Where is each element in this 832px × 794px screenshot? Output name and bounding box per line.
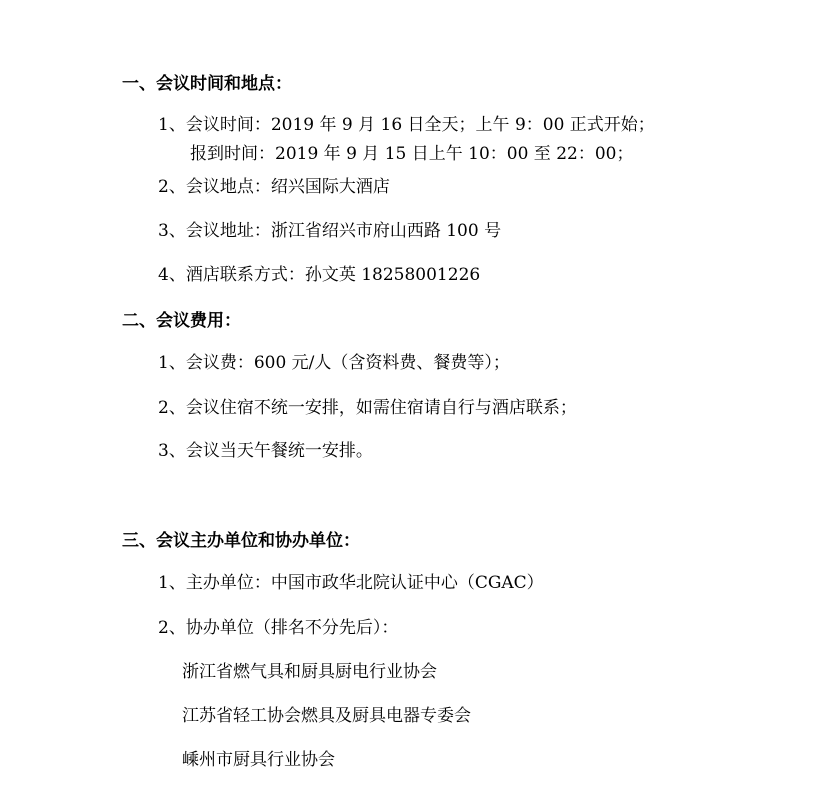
item-accommodation: 2、会议住宿不统一安排，如需住宿请自行与酒店联系； bbox=[158, 398, 577, 418]
co-organizer-shengzhou: 嵊州市厨具行业协会 bbox=[182, 750, 335, 770]
co-organizer-jiangsu: 江苏省轻工协会燃具及厨具电器专委会 bbox=[182, 706, 471, 726]
section-heading-organizers: 三、会议主办单位和协办单位： bbox=[122, 531, 360, 551]
item-meeting-venue: 2、会议地点：绍兴国际大酒店 bbox=[158, 177, 390, 197]
item-registration-time: 报到时间：2019 年 9 月 15 日上午 10：00 至 22：00； bbox=[190, 144, 634, 164]
item-meeting-time: 1、会议时间：2019 年 9 月 16 日全天；上午 9：00 正式开始； bbox=[158, 115, 655, 135]
item-lunch: 3、会议当天午餐统一安排。 bbox=[158, 441, 373, 461]
item-meeting-fee: 1、会议费：600 元/人（含资料费、餐费等）； bbox=[158, 353, 510, 373]
item-host-organizer: 1、主办单位：中国市政华北院认证中心（CGAC） bbox=[158, 573, 544, 593]
section-heading-fees: 二、会议费用： bbox=[122, 311, 241, 331]
section-heading-time-location: 一、会议时间和地点： bbox=[122, 74, 292, 94]
item-co-organizers-label: 2、协办单位（排名不分先后）： bbox=[158, 618, 399, 638]
co-organizer-zhejiang: 浙江省燃气具和厨具厨电行业协会 bbox=[182, 662, 437, 682]
item-meeting-address: 3、会议地址：浙江省绍兴市府山西路 100 号 bbox=[158, 221, 502, 241]
item-hotel-contact: 4、酒店联系方式：孙文英 18258001226 bbox=[158, 265, 481, 285]
